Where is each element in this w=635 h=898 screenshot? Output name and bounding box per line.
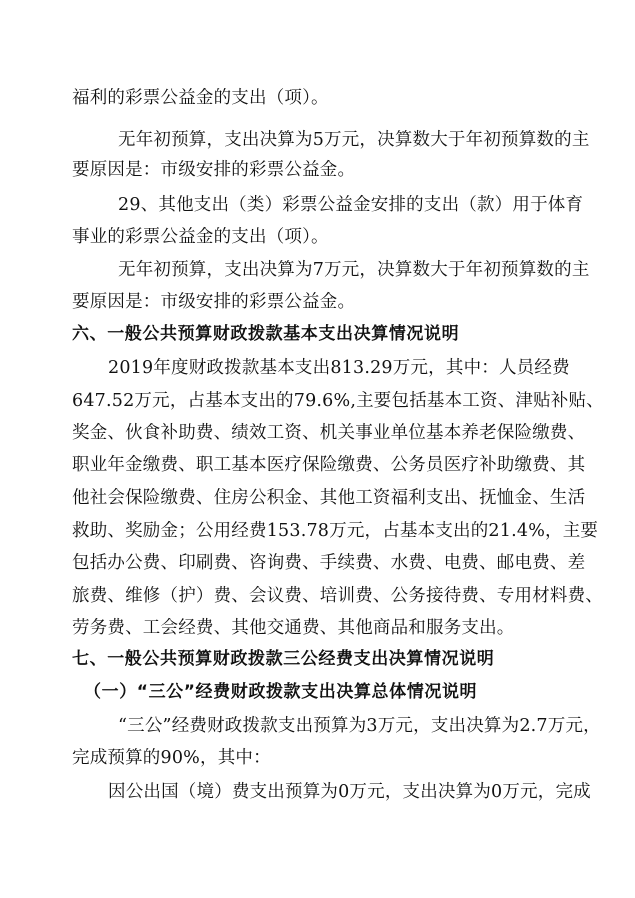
section-heading: 七、一般公共预算财政拨款三公经费支出决算情况说明 bbox=[72, 649, 495, 669]
paragraph-line: 要原因是：市级安排的彩票公益金。 bbox=[72, 160, 356, 180]
paragraph-line: 他社会保险缴费、住房公积金、其他工资福利支出、抚恤金、生活 bbox=[72, 488, 586, 508]
paragraph-line: 包括办公费、印刷费、咨询费、手续费、水费、电费、邮电费、差 bbox=[72, 553, 586, 573]
paragraph-line: 无年初预算，支出决算为5万元，决算数大于年初预算数的主 bbox=[118, 130, 590, 150]
paragraph-line: 647.52万元，占基本支出的79.6%,主要包括基本工资、津贴补贴、 bbox=[72, 391, 604, 411]
paragraph-line: 旅费、维修（护）费、会议费、培训费、公务接待费、专用材料费、 bbox=[72, 586, 603, 606]
paragraph-line: 事业的彩票公益金的支出（项）。 bbox=[72, 227, 329, 247]
paragraph-line: 因公出国（境）费支出预算为0万元，支出决算为0万元，完成 bbox=[108, 782, 591, 802]
paragraph-line: 福利的彩票公益金的支出（项）。 bbox=[72, 88, 329, 108]
paragraph-line: 2019年度财政拨款基本支出813.29万元，其中：人员经费 bbox=[108, 358, 570, 378]
paragraph-line: 职业年金缴费、职工基本医疗保险缴费、公务员医疗补助缴费、其 bbox=[72, 455, 586, 475]
paragraph-line: “三公”经费财政拨款支出预算为3万元，支出决算为2.7万元， bbox=[118, 716, 601, 736]
paragraph-line: 救助、奖励金；公用经费153.78万元，占基本支出的21.4%，主要 bbox=[72, 521, 599, 541]
section-heading: 六、一般公共预算财政拨款基本支出决算情况说明 bbox=[72, 324, 460, 344]
subsection-heading: （一）“三公”经费财政拨款支出决算总体情况说明 bbox=[84, 682, 478, 702]
paragraph-line: 完成预算的90%，其中： bbox=[72, 748, 271, 768]
paragraph-line: 劳务费、工会经费、其他交通费、其他商品和服务支出。 bbox=[72, 618, 515, 638]
paragraph-line: 29、其他支出（类）彩票公益金安排的支出（款）用于体育 bbox=[118, 195, 584, 215]
paragraph-line: 奖金、伙食补助费、绩效工资、机关事业单位基本养老保险缴费、 bbox=[72, 423, 586, 443]
paragraph-line: 要原因是：市级安排的彩票公益金。 bbox=[72, 292, 356, 312]
paragraph-line: 无年初预算，支出决算为7万元，决算数大于年初预算数的主 bbox=[118, 260, 590, 280]
